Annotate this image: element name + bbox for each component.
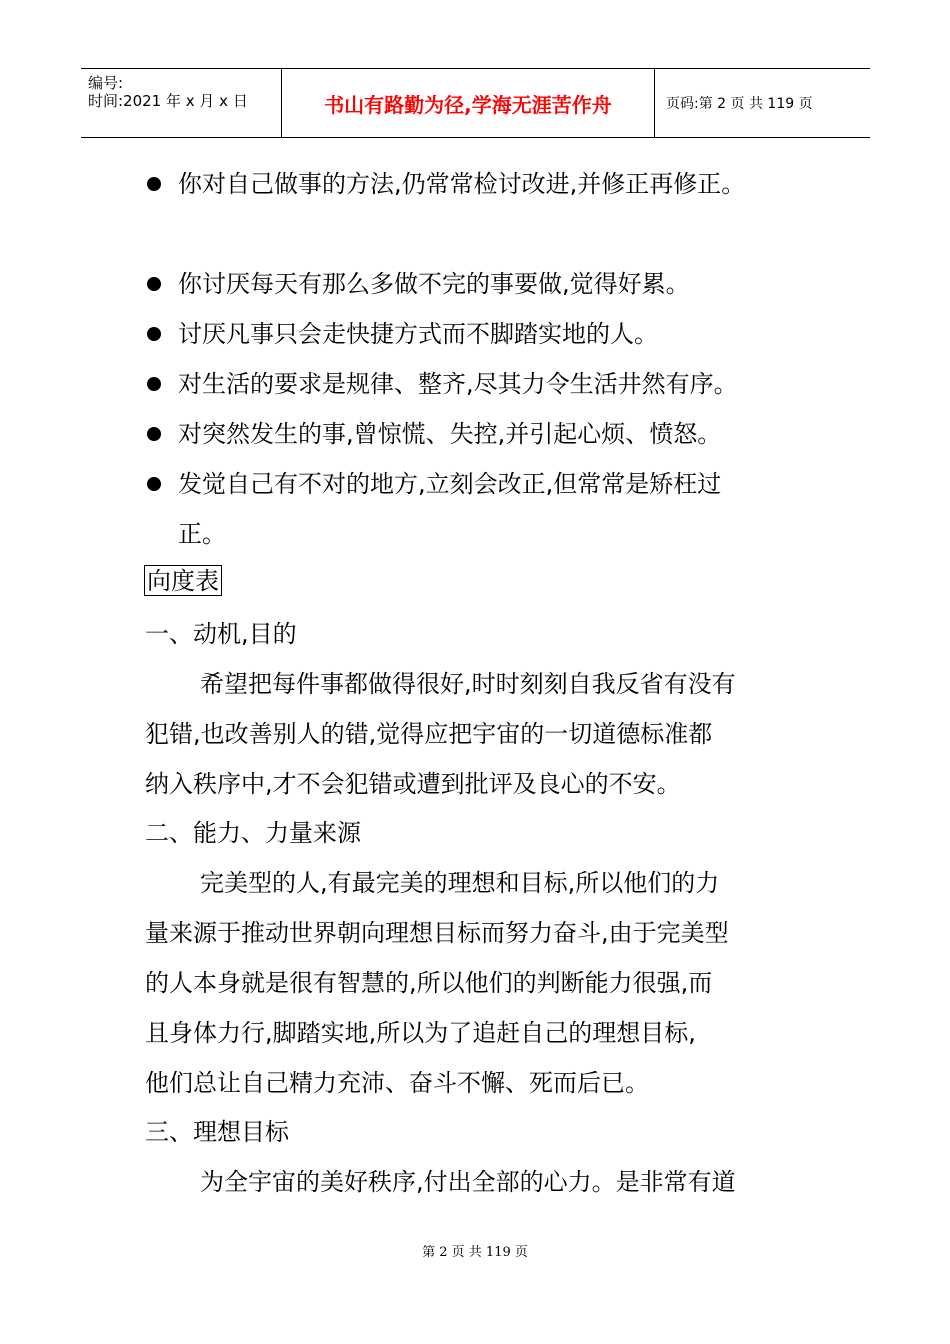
bullet-text: 发觉自己有不对的地方,立刻会改正,但常常是矫枉过 bbox=[178, 470, 722, 498]
header-meta-cell bbox=[81, 69, 281, 137]
paragraph-line: 犯错,也改善别人的错,觉得应把宇宙的一切道德标准都 bbox=[145, 720, 713, 748]
header-motto-cell bbox=[281, 69, 655, 137]
section-title: 一、动机,目的 bbox=[145, 620, 297, 648]
page-header bbox=[81, 68, 870, 138]
bullet-text-continued: 正。 bbox=[178, 520, 226, 548]
bullet-dot bbox=[147, 327, 161, 341]
paragraph-line: 量来源于推动世界朝向理想目标而努力奋斗,由于完美型 bbox=[145, 919, 729, 947]
paragraph-line: 为全宇宙的美好秩序,付出全部的心力。是非常有道 bbox=[200, 1168, 736, 1196]
bullet-text: 讨厌凡事只会走快捷方式而不脚踏实地的人。 bbox=[178, 320, 658, 348]
doc-number-label: 编号: bbox=[88, 74, 124, 92]
paragraph-line: 且身体力行,脚踏实地,所以为了追赶自己的理想目标, bbox=[145, 1019, 696, 1047]
paragraph-line: 希望把每件事都做得很好,时时刻刻自我反省有没有 bbox=[200, 670, 736, 698]
paragraph-line: 的人本身就是很有智慧的,所以他们的判断能力很强,而 bbox=[145, 969, 713, 997]
bullet-text: 对生活的要求是规律、整齐,尽其力令生活井然有序。 bbox=[178, 370, 738, 398]
header-page-cell bbox=[654, 69, 870, 137]
paragraph-line: 完美型的人,有最完美的理想和目标,所以他们的力 bbox=[200, 869, 720, 897]
bullet-dot bbox=[147, 177, 161, 191]
page-footer: 第 2 页 共 119 页 bbox=[422, 1245, 528, 1260]
paragraph-line: 他们总让自己精力充沛、奋斗不懈、死而后已。 bbox=[145, 1069, 649, 1097]
bullet-dot bbox=[147, 377, 161, 391]
header-page-info: 页码:第 2 页 共 119 页 bbox=[666, 96, 813, 112]
bullet-dot bbox=[147, 427, 161, 441]
header-motto: 书山有路勤为径,学海无涯苦作舟 bbox=[324, 92, 612, 117]
section-title: 三、理想目标 bbox=[145, 1118, 289, 1146]
bullet-text: 对突然发生的事,曾惊慌、失控,并引起心烦、愤怒。 bbox=[178, 420, 722, 448]
bullet-dot bbox=[147, 277, 161, 291]
boxed-heading: 向度表 bbox=[144, 565, 222, 596]
section-title: 二、能力、力量来源 bbox=[145, 819, 361, 847]
doc-time-label: 时间:2021 年 x 月 x 日 bbox=[88, 92, 248, 110]
bullet-dot bbox=[147, 477, 161, 491]
bullet-text: 你对自己做事的方法,仍常常检讨改进,并修正再修正。 bbox=[178, 170, 746, 198]
paragraph-line: 纳入秩序中,才不会犯错或遭到批评及良心的不安。 bbox=[145, 770, 681, 798]
bullet-text: 你讨厌每天有那么多做不完的事要做,觉得好累。 bbox=[178, 270, 690, 298]
